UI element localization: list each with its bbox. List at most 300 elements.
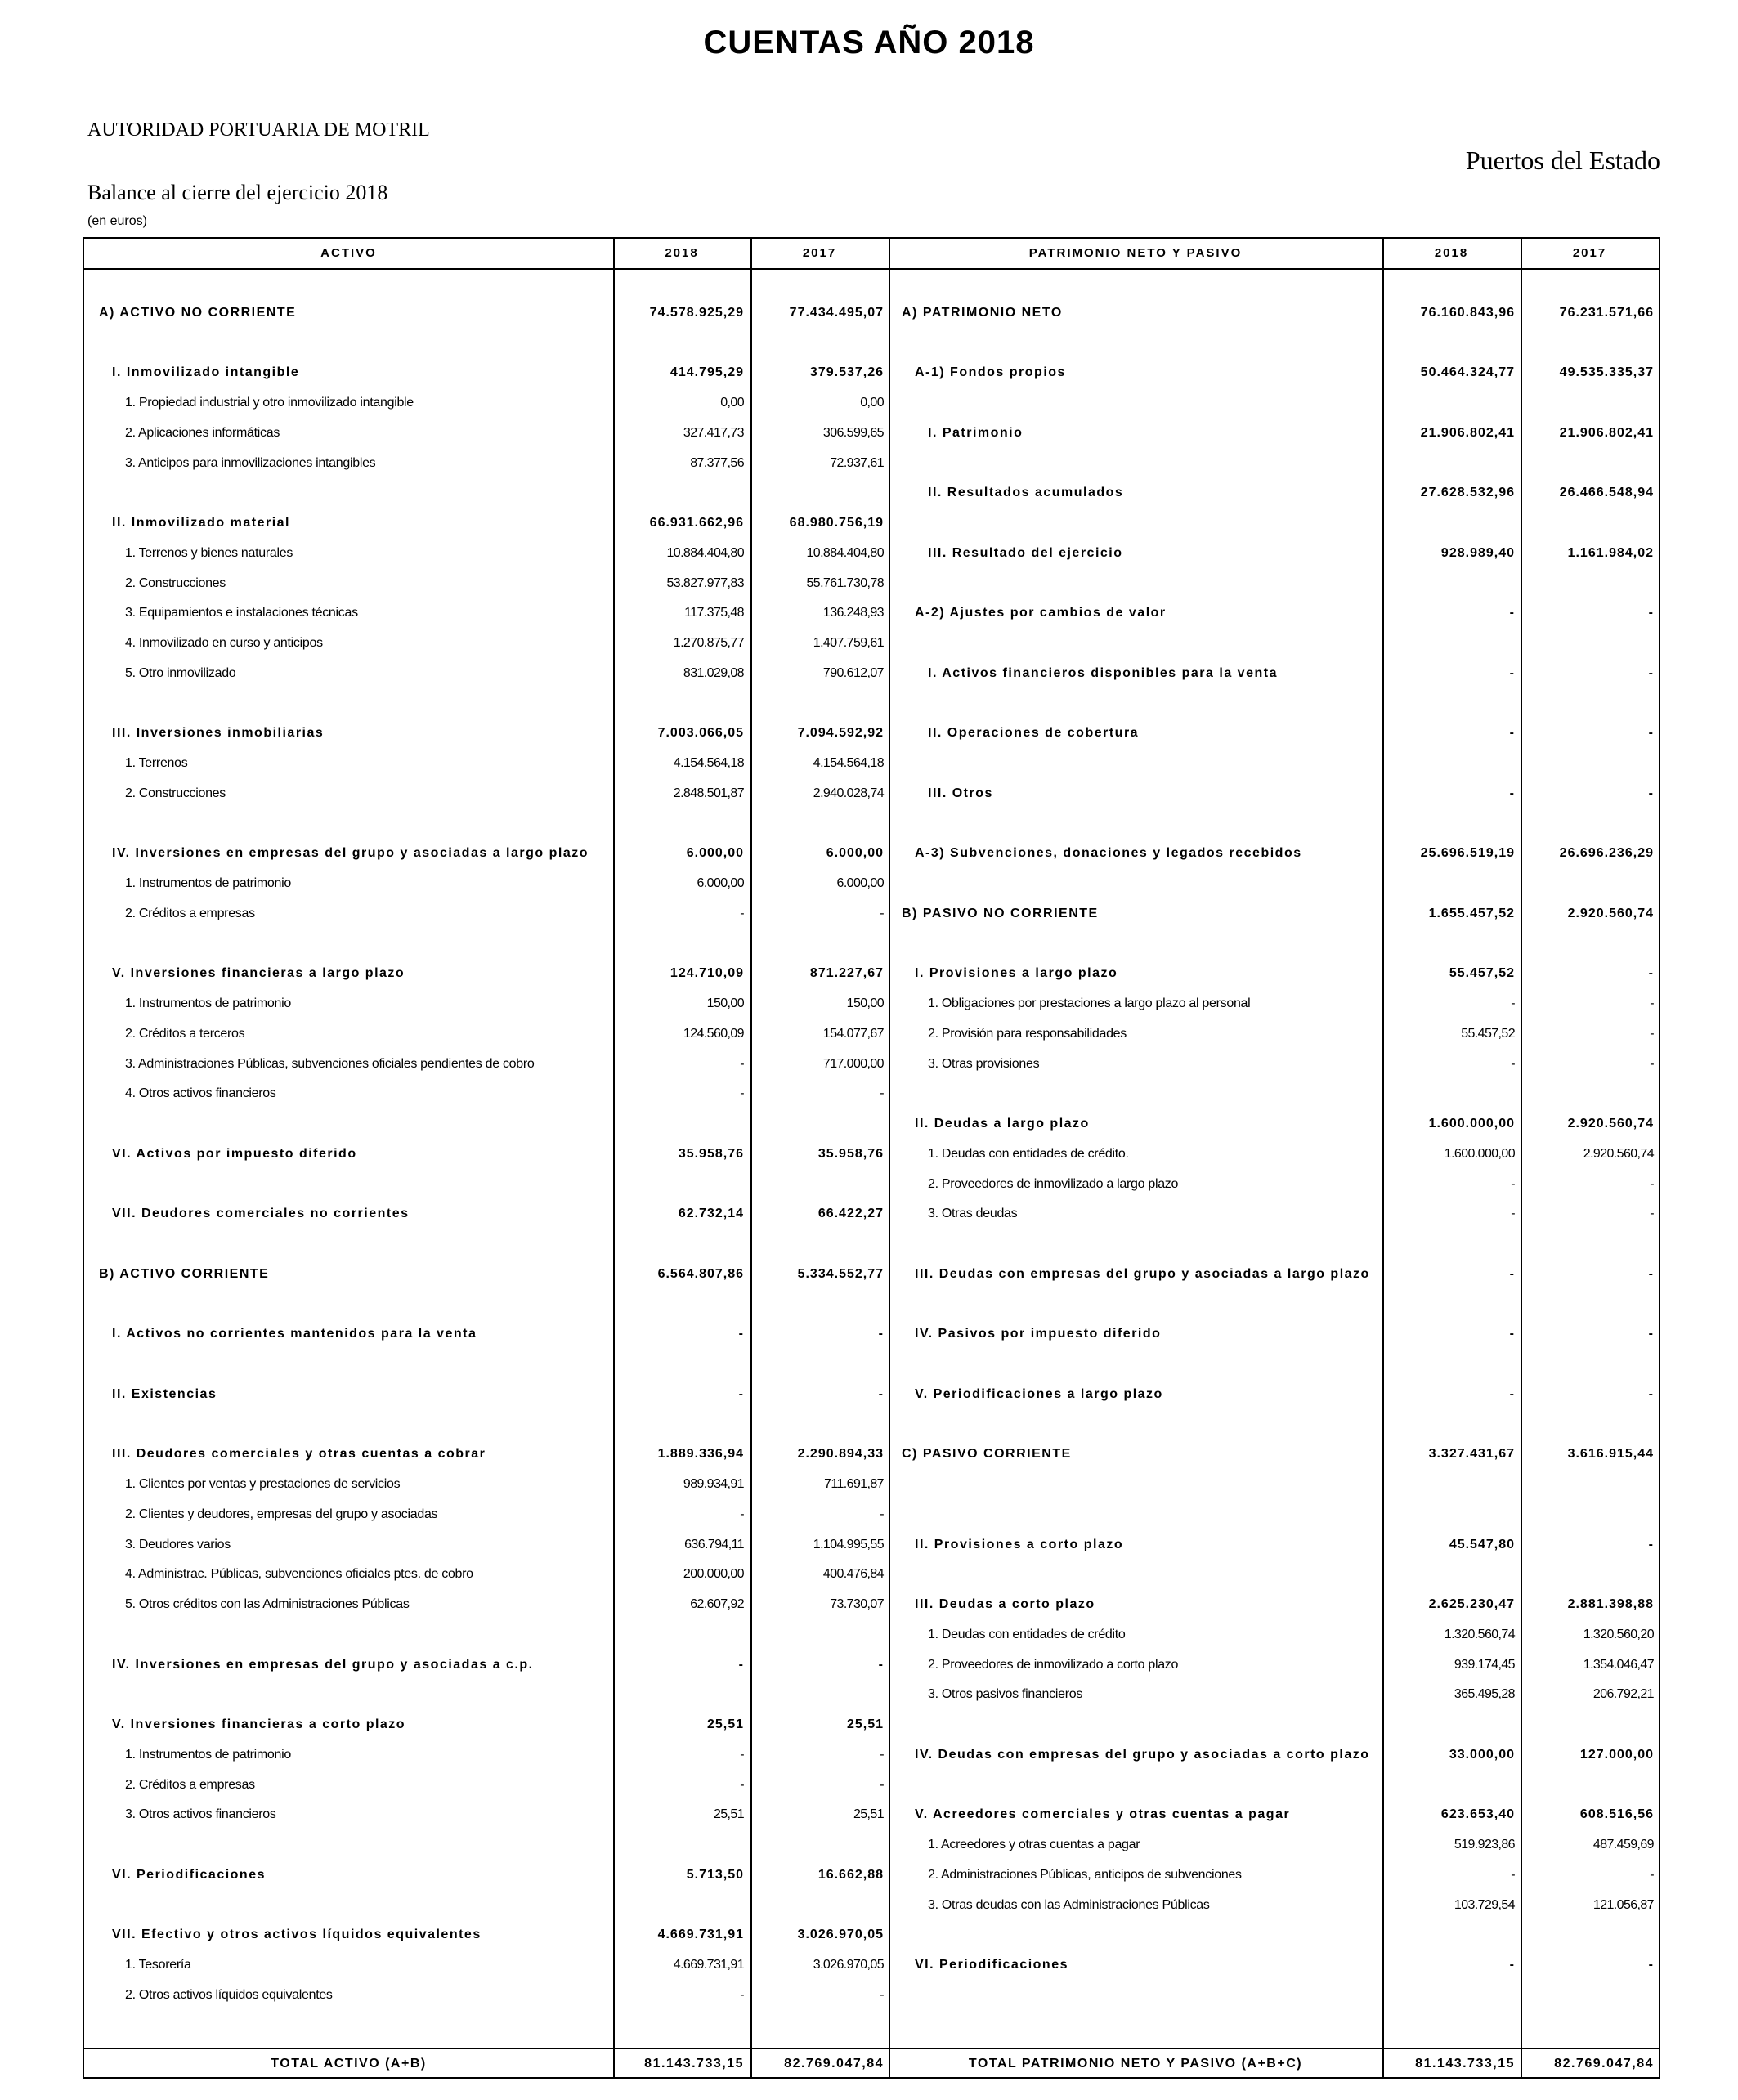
pasivo-label: 3. Otras provisiones — [928, 1056, 1040, 1071]
pasivo-value-2018: 21.906.802,41 — [1420, 425, 1515, 440]
pasivo-value-2017: - — [1648, 726, 1654, 741]
table-row — [84, 959, 1659, 989]
pasivo-label: III. Deudas a corto plazo — [915, 1597, 1095, 1611]
pasivo-value-2018 — [1382, 1771, 1515, 1801]
table-row — [84, 388, 1659, 419]
activo-value-2017: 2.940.028,74 — [813, 786, 884, 800]
table-row — [84, 1950, 1659, 1981]
pasivo-value-2018 — [1382, 929, 1515, 960]
pasivo-value-2017 — [1521, 629, 1654, 659]
table-row — [84, 298, 1659, 329]
table-row — [84, 1620, 1659, 1650]
table-row — [84, 1650, 1659, 1681]
activo-label: 1. Instrumentos de patrimonio — [125, 996, 291, 1010]
pasivo-label — [902, 1560, 1379, 1590]
pasivo-label: 3. Otros pasivos financieros — [928, 1687, 1083, 1702]
activo-value-2017 — [750, 1170, 884, 1200]
pasivo-value-2018: 2.625.230,47 — [1428, 1597, 1515, 1611]
pasivo-label: 1. Deudas con entidades de crédito — [928, 1627, 1126, 1641]
activo-label — [99, 809, 607, 840]
table-row — [84, 1830, 1659, 1860]
activo-value-2018: 25,51 — [706, 1717, 744, 1731]
activo-label — [99, 1350, 607, 1380]
pasivo-value-2018: - — [1511, 1056, 1515, 1071]
activo-value-2018: 327.417,73 — [683, 425, 744, 440]
pasivo-value-2018: - — [1511, 996, 1515, 1010]
activo-value-2017 — [750, 1350, 884, 1380]
activo-value-2018: 6.000,00 — [686, 846, 744, 861]
header-activo-2018: 2018 — [665, 246, 699, 260]
total-activo-2017: 82.769.047,84 — [784, 2057, 884, 2071]
pasivo-value-2017 — [1521, 869, 1654, 899]
activo-label: I. Inmovilizado intangible — [112, 365, 300, 380]
activo-value-2018: 4.669.731,91 — [673, 1958, 744, 1972]
activo-label: 2. Créditos a empresas — [125, 1777, 255, 1792]
pasivo-value-2017: 1.320.560,20 — [1583, 1627, 1654, 1641]
pasivo-value-2017: - — [1650, 1867, 1654, 1882]
activo-label — [99, 329, 607, 359]
pasivo-value-2018 — [1382, 1920, 1515, 1950]
pasivo-value-2018: 939.174,45 — [1454, 1657, 1515, 1672]
pasivo-value-2017: 206.792,21 — [1592, 1687, 1654, 1702]
activo-value-2018 — [613, 268, 744, 298]
activo-value-2017: 2.290.894,33 — [797, 1447, 884, 1462]
pasivo-value-2017: 2.920.560,74 — [1567, 906, 1654, 920]
activo-value-2017: 16.662,88 — [817, 1867, 884, 1882]
pasivo-value-2018: - — [1509, 786, 1515, 800]
pasivo-value-2018 — [1382, 809, 1515, 840]
activo-label: 3. Equipamientos e instalaciones técnicas — [125, 606, 358, 620]
table-row — [84, 779, 1659, 809]
pasivo-value-2018: 25.696.519,19 — [1420, 846, 1515, 861]
pasivo-value-2017: - — [1648, 1537, 1654, 1551]
activo-value-2018 — [613, 1680, 744, 1710]
activo-label — [99, 1410, 607, 1440]
activo-value-2018: 53.827.977,83 — [666, 575, 744, 590]
activo-value-2018 — [613, 1109, 744, 1140]
pasivo-value-2017 — [1521, 508, 1654, 539]
activo-value-2018: 117.375,48 — [684, 606, 744, 620]
table-row — [84, 268, 1659, 298]
activo-value-2018: 2.848.501,87 — [673, 786, 744, 800]
pasivo-value-2017 — [1521, 388, 1654, 419]
pasivo-value-2017: - — [1648, 1386, 1654, 1401]
activo-label: 2. Aplicaciones informáticas — [125, 425, 280, 440]
pasivo-label: 2. Proveedores de inmovilizado a largo plazo — [928, 1176, 1179, 1191]
table-row — [84, 449, 1659, 479]
table-row — [84, 329, 1659, 359]
activo-value-2017: - — [878, 1327, 884, 1341]
pasivo-value-2018: 365.495,28 — [1454, 1687, 1515, 1702]
pasivo-label: I. Activos financieros disponibles para la venta — [928, 665, 1278, 680]
activo-value-2017: 0,00 — [860, 396, 884, 410]
activo-value-2017: - — [880, 1507, 884, 1521]
table-row — [84, 1109, 1659, 1140]
activo-label: 2. Créditos a terceros — [125, 1026, 245, 1041]
pasivo-value-2018 — [1382, 1410, 1515, 1440]
table-row — [84, 1079, 1659, 1109]
pasivo-label: C) PASIVO CORRIENTE — [902, 1447, 1072, 1462]
table-row — [84, 1680, 1659, 1710]
pasivo-value-2018: 1.600.000,00 — [1428, 1117, 1515, 1131]
table-row — [84, 598, 1659, 629]
pasivo-value-2018: 1.600.000,00 — [1444, 1146, 1515, 1161]
activo-label: VI. Activos por impuesto diferido — [112, 1146, 357, 1161]
table-row — [84, 478, 1659, 508]
activo-label: 1. Clientes por ventas y prestaciones de servicios — [125, 1477, 401, 1491]
pasivo-value-2017 — [1521, 1981, 1654, 2011]
activo-label: VII. Efectivo y otros activos líquidos equivalentes — [112, 1928, 482, 1942]
activo-value-2018: 74.578.925,29 — [649, 305, 744, 320]
pasivo-value-2017: 26.466.548,94 — [1559, 486, 1654, 500]
activo-value-2017 — [750, 1229, 884, 1260]
activo-value-2017 — [750, 268, 884, 298]
table-row — [84, 1260, 1659, 1290]
activo-value-2018: - — [740, 1507, 744, 1521]
activo-label: II. Existencias — [112, 1386, 217, 1401]
table-row — [84, 839, 1659, 869]
table-row — [84, 1710, 1659, 1740]
activo-value-2018: 66.931.662,96 — [649, 516, 744, 530]
pasivo-label: A-1) Fondos propios — [915, 365, 1066, 380]
pasivo-value-2017: - — [1648, 966, 1654, 981]
activo-value-2017: - — [878, 1657, 884, 1672]
table-row — [84, 1920, 1659, 1950]
pasivo-value-2018: 76.160.843,96 — [1420, 305, 1515, 320]
pasivo-value-2017: - — [1648, 1327, 1654, 1341]
pasivo-value-2018: - — [1509, 665, 1515, 680]
table-row — [84, 569, 1659, 599]
pasivo-label — [902, 629, 1379, 659]
activo-label: 4. Administrac. Públicas, subvenciones oficiales ptes. de cobro — [125, 1567, 473, 1582]
pasivo-value-2018: 55.457,52 — [1461, 1026, 1515, 1041]
pasivo-value-2018 — [1382, 1290, 1515, 1320]
pasivo-label: V. Acreedores comerciales y otras cuentas a pagar — [915, 1807, 1291, 1822]
activo-value-2018: - — [740, 1086, 744, 1101]
activo-value-2018: 200.000,00 — [683, 1567, 744, 1582]
pasivo-value-2018: - — [1511, 1207, 1515, 1221]
pasivo-label: 3. Otras deudas con las Administraciones Públicas — [928, 1897, 1210, 1912]
activo-value-2017: - — [878, 1386, 884, 1401]
activo-value-2018: - — [740, 1987, 744, 2002]
activo-value-2018: 150,00 — [706, 996, 744, 1010]
pasivo-label: IV. Deudas con empresas del grupo y asociadas a corto plazo — [915, 1747, 1370, 1762]
pasivo-label — [902, 929, 1379, 960]
activo-label: 4. Otros activos financieros — [125, 1086, 276, 1101]
table-row — [84, 539, 1659, 569]
activo-value-2018: 4.154.564,18 — [673, 756, 744, 770]
activo-label: 3. Administraciones Públicas, subvenciones oficiales pendientes de cobro — [125, 1056, 535, 1071]
activo-value-2018 — [613, 1830, 744, 1860]
pasivo-value-2018 — [1382, 1470, 1515, 1500]
activo-value-2018: 7.003.066,05 — [657, 726, 744, 741]
pasivo-label: IV. Pasivos por impuesto diferido — [915, 1327, 1162, 1341]
page-title: CUENTAS AÑO 2018 — [703, 25, 1035, 60]
pasivo-value-2017: 127.000,00 — [1579, 1747, 1654, 1762]
table-row — [84, 1981, 1659, 2011]
pasivo-value-2018: 55.457,52 — [1449, 966, 1515, 981]
table-row — [84, 1771, 1659, 1801]
table-row — [84, 1530, 1659, 1560]
activo-label: 3. Deudores varios — [125, 1537, 231, 1551]
pasivo-value-2017: 21.906.802,41 — [1559, 425, 1654, 440]
pasivo-value-2018 — [1382, 508, 1515, 539]
activo-value-2017: 1.407.759,61 — [813, 636, 884, 650]
table-row — [84, 1860, 1659, 1891]
pasivo-label: I. Patrimonio — [928, 425, 1024, 440]
activo-value-2018: 10.884.404,80 — [666, 545, 744, 560]
pasivo-label — [902, 1079, 1379, 1109]
table-row — [84, 899, 1659, 929]
table-row — [84, 719, 1659, 749]
activo-value-2017: 3.026.970,05 — [797, 1928, 884, 1942]
pasivo-value-2017: 487.459,69 — [1592, 1838, 1654, 1851]
activo-value-2018: 6.564.807,86 — [657, 1266, 744, 1281]
activo-value-2017: 400.476,84 — [822, 1567, 884, 1582]
pasivo-value-2018: - — [1509, 1386, 1515, 1401]
pasivo-label — [902, 508, 1379, 539]
activo-label — [99, 1229, 607, 1260]
activo-value-2018: - — [738, 1327, 744, 1341]
pasivo-label: 1. Obligaciones por prestaciones a largo plazo al personal — [928, 996, 1251, 1010]
activo-label: 1. Instrumentos de patrimonio — [125, 876, 291, 890]
activo-value-2017: - — [880, 1747, 884, 1762]
pasivo-value-2018: 928.989,40 — [1440, 545, 1515, 560]
pasivo-value-2017: 2.920.560,74 — [1583, 1146, 1654, 1161]
pasivo-value-2018: 519.923,86 — [1454, 1838, 1515, 1851]
pasivo-label: II. Provisiones a corto plazo — [915, 1537, 1124, 1551]
pasivo-value-2017: - — [1650, 1207, 1654, 1221]
table-row — [84, 1800, 1659, 1830]
activo-value-2017 — [750, 809, 884, 840]
activo-value-2017: 25,51 — [853, 1807, 884, 1822]
pasivo-value-2018: 27.628.532,96 — [1420, 486, 1515, 500]
pasivo-value-2018: - — [1509, 1958, 1515, 1972]
header-pasivo: PATRIMONIO NETO Y PASIVO — [1028, 246, 1243, 260]
activo-label: 5. Otro inmovilizado — [125, 665, 236, 680]
activo-label: III. Deudores comerciales y otras cuentas a cobrar — [112, 1447, 486, 1462]
activo-label: 2. Construcciones — [125, 786, 226, 800]
organization-name: AUTORIDAD PORTUARIA DE MOTRIL — [87, 119, 430, 141]
pasivo-value-2017: 26.696.236,29 — [1559, 846, 1654, 861]
activo-value-2017: 68.980.756,19 — [789, 516, 884, 530]
header-activo-2017: 2017 — [802, 246, 837, 260]
activo-label: 3. Otros activos financieros — [125, 1807, 276, 1822]
pasivo-value-2018 — [1382, 1229, 1515, 1260]
pasivo-label: I. Provisiones a largo plazo — [915, 966, 1118, 981]
activo-value-2018 — [613, 929, 744, 960]
activo-value-2017: 717.000,00 — [822, 1056, 884, 1071]
pasivo-value-2017: - — [1648, 1958, 1654, 1972]
activo-value-2018: 831.029,08 — [683, 665, 744, 680]
activo-label: III. Inversiones inmobiliarias — [112, 726, 325, 741]
activo-value-2018: 87.377,56 — [690, 455, 744, 470]
pasivo-value-2018: - — [1509, 606, 1515, 620]
pasivo-value-2017: 3.616.915,44 — [1567, 1447, 1654, 1462]
pasivo-label: B) PASIVO NO CORRIENTE — [902, 906, 1099, 920]
pasivo-label: 3. Otras deudas — [928, 1207, 1018, 1221]
pasivo-value-2018 — [1382, 329, 1515, 359]
activo-value-2017: 6.000,00 — [826, 846, 884, 861]
pasivo-value-2018 — [1382, 749, 1515, 779]
activo-value-2017: 35.958,76 — [817, 1146, 884, 1161]
pasivo-label — [902, 1981, 1379, 2011]
pasivo-value-2018: 1.655.457,52 — [1428, 906, 1515, 920]
activo-value-2017: 379.537,26 — [809, 365, 884, 380]
pasivo-value-2017: 1.354.046,47 — [1583, 1657, 1654, 1672]
units-note: (en euros) — [87, 214, 147, 228]
activo-label — [99, 478, 607, 508]
activo-label: 3. Anticipos para inmovilizaciones intangibles — [125, 455, 376, 470]
report-subtitle: Balance al cierre del ejercicio 2018 — [87, 181, 388, 204]
activo-value-2018 — [613, 329, 744, 359]
pasivo-label — [902, 869, 1379, 899]
activo-label: IV. Inversiones en empresas del grupo y asociadas a largo plazo — [112, 846, 589, 861]
pasivo-value-2017 — [1521, 268, 1654, 298]
activo-label: 1. Propiedad industrial y otro inmovilizado intangible — [125, 396, 414, 410]
pasivo-label: A-3) Subvenciones, donaciones y legados recebidos — [915, 846, 1302, 861]
pasivo-value-2017 — [1521, 449, 1654, 479]
total-pasivo-2018: 81.143.733,15 — [1415, 2057, 1515, 2071]
activo-value-2018: 5.713,50 — [686, 1867, 744, 1882]
activo-value-2017: 73.730,07 — [830, 1597, 884, 1611]
total-activo-2018: 81.143.733,15 — [644, 2057, 744, 2071]
activo-value-2018: 124.560,09 — [683, 1026, 744, 1041]
pasivo-label — [902, 1470, 1379, 1500]
pasivo-label — [902, 1410, 1379, 1440]
activo-value-2017: 5.334.552,77 — [797, 1266, 884, 1281]
activo-value-2018 — [613, 809, 744, 840]
pasivo-label: VI. Periodificaciones — [915, 1958, 1068, 1972]
table-row — [84, 1740, 1659, 1771]
pasivo-value-2017: - — [1648, 786, 1654, 800]
pasivo-value-2018 — [1382, 1350, 1515, 1380]
activo-value-2017 — [750, 1680, 884, 1710]
activo-label: VI. Periodificaciones — [112, 1867, 266, 1882]
pasivo-label: 2. Proveedores de inmovilizado a corto plazo — [928, 1657, 1179, 1672]
activo-label: 2. Clientes y deudores, empresas del grupo y asociadas — [125, 1507, 438, 1521]
activo-label — [99, 1109, 607, 1140]
table-row — [84, 1199, 1659, 1229]
pasivo-label — [902, 329, 1379, 359]
pasivo-value-2018: - — [1509, 1327, 1515, 1341]
total-activo-label: TOTAL ACTIVO (A+B) — [271, 2057, 427, 2071]
activo-value-2018: 0,00 — [720, 396, 744, 410]
pasivo-value-2018: 33.000,00 — [1449, 1747, 1515, 1762]
activo-value-2018: - — [740, 1747, 744, 1762]
table-row — [84, 1470, 1659, 1500]
table-row — [84, 1050, 1659, 1080]
activo-label: A) ACTIVO NO CORRIENTE — [99, 305, 297, 320]
activo-label: B) ACTIVO CORRIENTE — [99, 1266, 270, 1281]
activo-value-2017: 7.094.592,92 — [797, 726, 884, 741]
activo-value-2017 — [750, 689, 884, 719]
pasivo-label — [902, 1710, 1379, 1740]
table-row — [84, 659, 1659, 689]
activo-value-2018: - — [738, 1657, 744, 1672]
activo-value-2017: 790.612,07 — [822, 665, 884, 680]
table-row — [84, 929, 1659, 960]
activo-value-2017: - — [880, 1086, 884, 1101]
activo-value-2017 — [750, 329, 884, 359]
activo-label: I. Activos no corrientes mantenidos para la venta — [112, 1327, 477, 1341]
pasivo-value-2017: - — [1648, 665, 1654, 680]
table-row — [84, 989, 1659, 1019]
pasivo-label — [902, 449, 1379, 479]
activo-value-2017 — [750, 1830, 884, 1860]
activo-value-2017: 72.937,61 — [830, 455, 884, 470]
pasivo-value-2018 — [1382, 689, 1515, 719]
table-row — [84, 1019, 1659, 1050]
pasivo-value-2018: 50.464.324,77 — [1420, 365, 1515, 380]
activo-value-2018 — [613, 1620, 744, 1650]
pasivo-label: A) PATRIMONIO NETO — [902, 305, 1063, 320]
activo-value-2017 — [750, 1891, 884, 1921]
pasivo-value-2017: 608.516,56 — [1579, 1807, 1654, 1822]
table-row — [84, 1140, 1659, 1170]
total-pasivo-2017: 82.769.047,84 — [1554, 2057, 1654, 2071]
pasivo-label — [902, 809, 1379, 840]
activo-label — [99, 268, 607, 298]
activo-value-2018: 1.889.336,94 — [657, 1447, 744, 1462]
pasivo-label: 2. Administraciones Públicas, anticipos de subvenciones — [928, 1867, 1242, 1882]
header-activo: ACTIVO — [320, 246, 377, 260]
table-row — [84, 1590, 1659, 1620]
activo-value-2017: 6.000,00 — [836, 876, 884, 890]
pasivo-label — [902, 1350, 1379, 1380]
activo-value-2017: 136.248,93 — [822, 606, 884, 620]
pasivo-label: II. Operaciones de cobertura — [928, 726, 1140, 741]
pasivo-label: 2. Provisión para responsabilidades — [928, 1026, 1127, 1041]
pasivo-label — [902, 749, 1379, 779]
pasivo-label: 1. Deudas con entidades de crédito. — [928, 1146, 1129, 1161]
activo-value-2018: 4.669.731,91 — [657, 1928, 744, 1942]
table-row — [84, 1290, 1659, 1320]
pasivo-value-2018: 3.327.431,67 — [1428, 1447, 1515, 1462]
pasivo-value-2017 — [1521, 809, 1654, 840]
pasivo-value-2018 — [1382, 1560, 1515, 1590]
pasivo-label — [902, 689, 1379, 719]
activo-value-2017 — [750, 1620, 884, 1650]
activo-value-2018: 124.710,09 — [670, 966, 744, 981]
activo-value-2018: - — [738, 1386, 744, 1401]
header-pasivo-2017: 2017 — [1572, 246, 1607, 260]
activo-value-2018: 414.795,29 — [670, 365, 744, 380]
pasivo-label — [902, 1920, 1379, 1950]
table-row — [84, 809, 1659, 840]
activo-label: IV. Inversiones en empresas del grupo y asociadas a c.p. — [112, 1657, 534, 1672]
activo-value-2018: 35.958,76 — [678, 1146, 744, 1161]
activo-value-2018: 636.794,11 — [684, 1537, 744, 1551]
table-row — [84, 629, 1659, 659]
pasivo-label — [902, 1229, 1379, 1260]
pasivo-value-2017: 76.231.571,66 — [1559, 305, 1654, 320]
activo-label: V. Inversiones financieras a corto plazo — [112, 1717, 406, 1731]
table-row — [84, 749, 1659, 779]
pasivo-label — [902, 1500, 1379, 1530]
activo-value-2018: 1.270.875,77 — [673, 636, 744, 650]
activo-label: 2. Construcciones — [125, 575, 226, 590]
pasivo-value-2017 — [1521, 749, 1654, 779]
table-row — [84, 1500, 1659, 1530]
pasivo-value-2017: 49.535.335,37 — [1559, 365, 1654, 380]
pasivo-value-2017 — [1521, 1290, 1654, 1320]
header-pasivo-2018: 2018 — [1434, 246, 1469, 260]
pasivo-value-2017 — [1521, 1500, 1654, 1530]
pasivo-label: II. Deudas a largo plazo — [915, 1117, 1090, 1131]
activo-value-2018: - — [740, 1056, 744, 1071]
activo-label — [99, 1290, 607, 1320]
